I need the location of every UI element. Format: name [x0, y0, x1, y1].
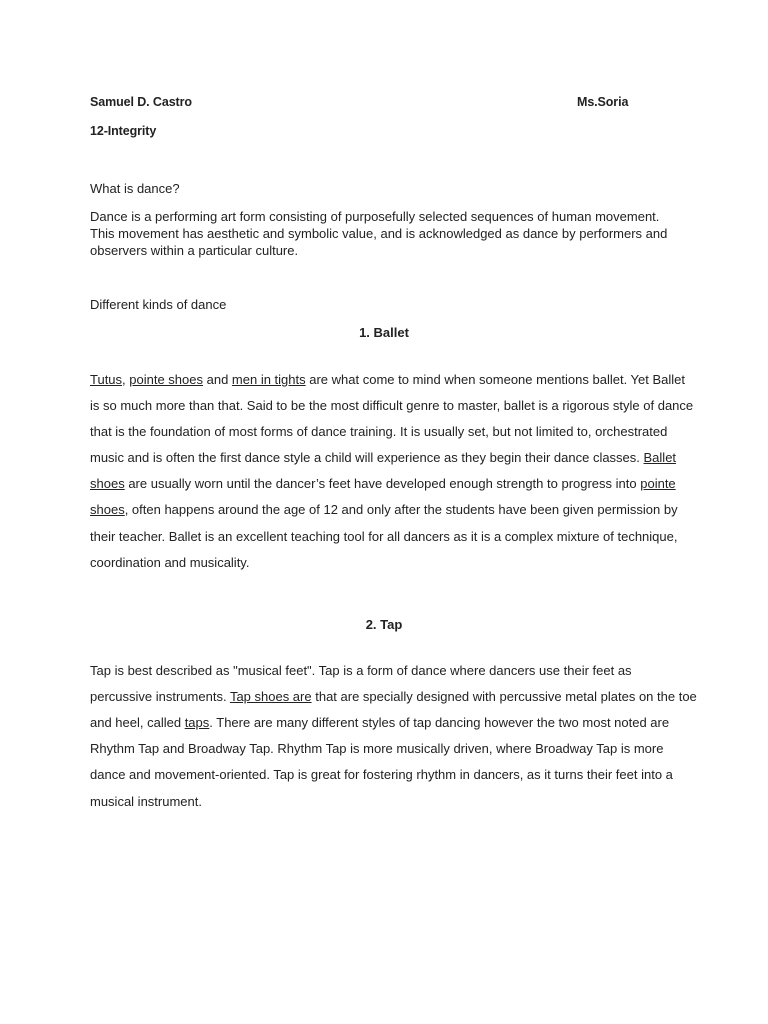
kinds-heading: Different kinds of dance — [90, 297, 227, 312]
tap-line — [90, 715, 669, 730]
tap-title: 2. Tap — [365, 617, 403, 632]
text-run: and heel, called — [90, 715, 185, 730]
ballet-line — [90, 502, 678, 517]
ballet-line: their teacher. Ballet is an excellent teaching tool for all dancers as it is a complex mixture of technique, — [90, 529, 678, 544]
text-run: percussive instruments. — [90, 689, 230, 704]
ballet-line — [90, 450, 676, 465]
link-tap-shoes[interactable]: Tap shoes are — [229, 689, 312, 704]
ballet-line — [90, 476, 676, 491]
ballet-line — [90, 372, 685, 387]
intro-question: What is dance? — [90, 181, 180, 196]
tap-line: Tap is best described as "musical feet". Tap is a form of dance where dancers use their feet as — [90, 663, 632, 678]
tap-line — [90, 689, 697, 704]
text-run: that are specially designed with percussive metal plates on the toe — [311, 689, 697, 704]
ballet-line: that is the foundation of most forms of dance training. It is usually set, but not limited to, orchestrated — [90, 424, 668, 439]
link-ballet-shoes[interactable]: Ballet — [643, 450, 677, 465]
text-run: and — [203, 372, 232, 387]
teacher-name: Ms.Soria — [577, 95, 629, 109]
link-ballet-shoes-cont[interactable]: shoes — [90, 476, 125, 491]
text-run: , — [122, 372, 130, 387]
tap-line: Rhythm Tap and Broadway Tap. Rhythm Tap is more musically driven, where Broadway Tap is more — [90, 741, 664, 756]
text-run: are usually worn until the dancer’s feet have developed enough strength to progress into — [124, 476, 641, 491]
tap-line: dance and movement-oriented. Tap is great for fostering rhythm in dancers, as it turns their feet into a — [90, 767, 673, 782]
intro-line: This movement has aesthetic and symbolic value, and is acknowledged as dance by performers and — [90, 226, 668, 241]
ballet-line: coordination and musicality. — [90, 555, 250, 570]
text-run: . There are many different styles of tap dancing however the two most noted are — [209, 715, 670, 730]
text-run: are what come to mind when someone mentions ballet. Yet Ballet — [305, 372, 686, 387]
intro-paragraph — [90, 208, 690, 259]
intro-line: Dance is a performing art form consisting of purposefully selected sequences of human movement. — [90, 209, 660, 224]
intro-line: observers within a particular culture. — [90, 243, 299, 258]
link-men-in-tights[interactable]: men in tights — [231, 372, 306, 387]
link-pointe-shoes[interactable]: pointe shoes — [129, 372, 203, 387]
author-name: Samuel D. Castro — [90, 95, 192, 109]
link-tutus[interactable]: Tutus — [90, 372, 123, 387]
text-run: , often happens around the age of 12 and only after the students have been given permission by — [124, 502, 678, 517]
ballet-line: is so much more than that. Said to be the most difficult genre to master, ballet is a rigorous style of dance — [90, 398, 694, 413]
ballet-title: 1. Ballet — [359, 325, 409, 340]
link-pointe-shoes-2-cont[interactable]: shoes — [90, 502, 125, 517]
link-pointe-shoes-2[interactable]: pointe — [640, 476, 676, 491]
section-name: 12-Integrity — [90, 124, 157, 138]
tap-line: musical instrument. — [90, 794, 202, 809]
text-run: music and is often the first dance style a child will experience as they begin their dance classes. — [90, 450, 644, 465]
link-taps[interactable]: taps — [184, 715, 210, 730]
